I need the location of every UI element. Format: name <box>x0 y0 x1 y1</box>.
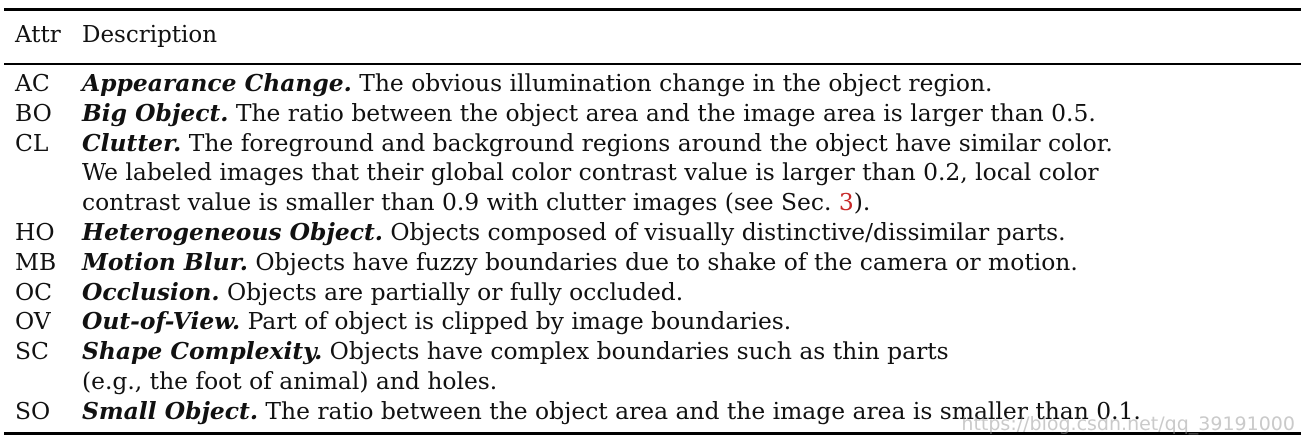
attr-description <box>82 129 1301 218</box>
attr-description <box>82 337 1301 397</box>
table-row <box>4 129 1301 218</box>
attr-code: SO <box>15 396 51 425</box>
attr-name: Clutter. <box>82 128 182 157</box>
table-row <box>4 99 1301 129</box>
description-line: Objects have complex boundaries such as thin parts <box>329 337 949 366</box>
attr-code: SC <box>15 337 49 366</box>
header-attr: Attr <box>15 22 61 48</box>
description-line: The ratio between the object area and the image area is larger than 0.5. <box>235 98 1096 127</box>
description-line-tail: ). <box>853 188 871 217</box>
description-line: (e.g., the foot of animal) and holes. <box>82 366 498 395</box>
table-row <box>4 337 1301 397</box>
section-reference-link[interactable]: 3 <box>838 188 854 217</box>
attr-description <box>82 218 1301 248</box>
attr-name: Motion Blur. <box>82 247 248 276</box>
attr-name: Heterogeneous Object. <box>82 217 383 246</box>
attr-description <box>82 69 1301 99</box>
table-row <box>4 218 1301 248</box>
attr-description <box>82 278 1301 308</box>
attr-description <box>82 307 1301 337</box>
table-row <box>4 307 1301 337</box>
attr-name: Appearance Change. <box>82 69 352 97</box>
attr-description <box>82 248 1301 278</box>
watermark: https://blog.csdn.net/qq_39191000 <box>961 413 1295 435</box>
attr-name: Shape Complexity. <box>82 337 323 366</box>
attr-name: Small Object. <box>82 396 258 425</box>
attr-code: HO <box>15 217 55 246</box>
attr-name: Out-of-View. <box>82 307 241 336</box>
table-row <box>4 278 1301 308</box>
table-row <box>4 248 1301 278</box>
description-line: The obvious illumination change in the object region. <box>359 69 993 97</box>
description-line: Objects are partially or fully occluded. <box>227 277 684 306</box>
attr-code: OV <box>15 307 51 336</box>
attr-code: BO <box>15 98 52 127</box>
attr-description <box>82 99 1301 129</box>
top-rule <box>4 8 1301 11</box>
description-line: The foreground and background regions around the object have similar color. <box>188 128 1113 157</box>
table-row <box>4 69 1301 99</box>
attr-name: Big Object. <box>82 98 229 127</box>
attr-code: MB <box>15 247 57 276</box>
table-body <box>4 69 1301 427</box>
attr-code: AC <box>15 69 50 97</box>
attr-code: CL <box>15 128 49 157</box>
description-line: contrast value is smaller than 0.9 with clutter images (see Sec. <box>82 188 839 217</box>
attr-name: Occlusion. <box>82 277 220 306</box>
header-rule <box>4 63 1301 65</box>
description-line: Part of object is clipped by image boundaries. <box>247 307 792 336</box>
header-description: Description <box>82 22 218 48</box>
description-line: We labeled images that their global color contrast value is larger than 0.2, local color <box>82 158 1099 187</box>
description-line: The ratio between the object area and the image area is smaller than 0.1. <box>265 396 1141 425</box>
attr-code: OC <box>15 277 53 306</box>
description-line: Objects have fuzzy boundaries due to shake of the camera or motion. <box>255 247 1078 276</box>
description-line: Objects composed of visually distinctive/dissimilar parts. <box>390 217 1066 246</box>
